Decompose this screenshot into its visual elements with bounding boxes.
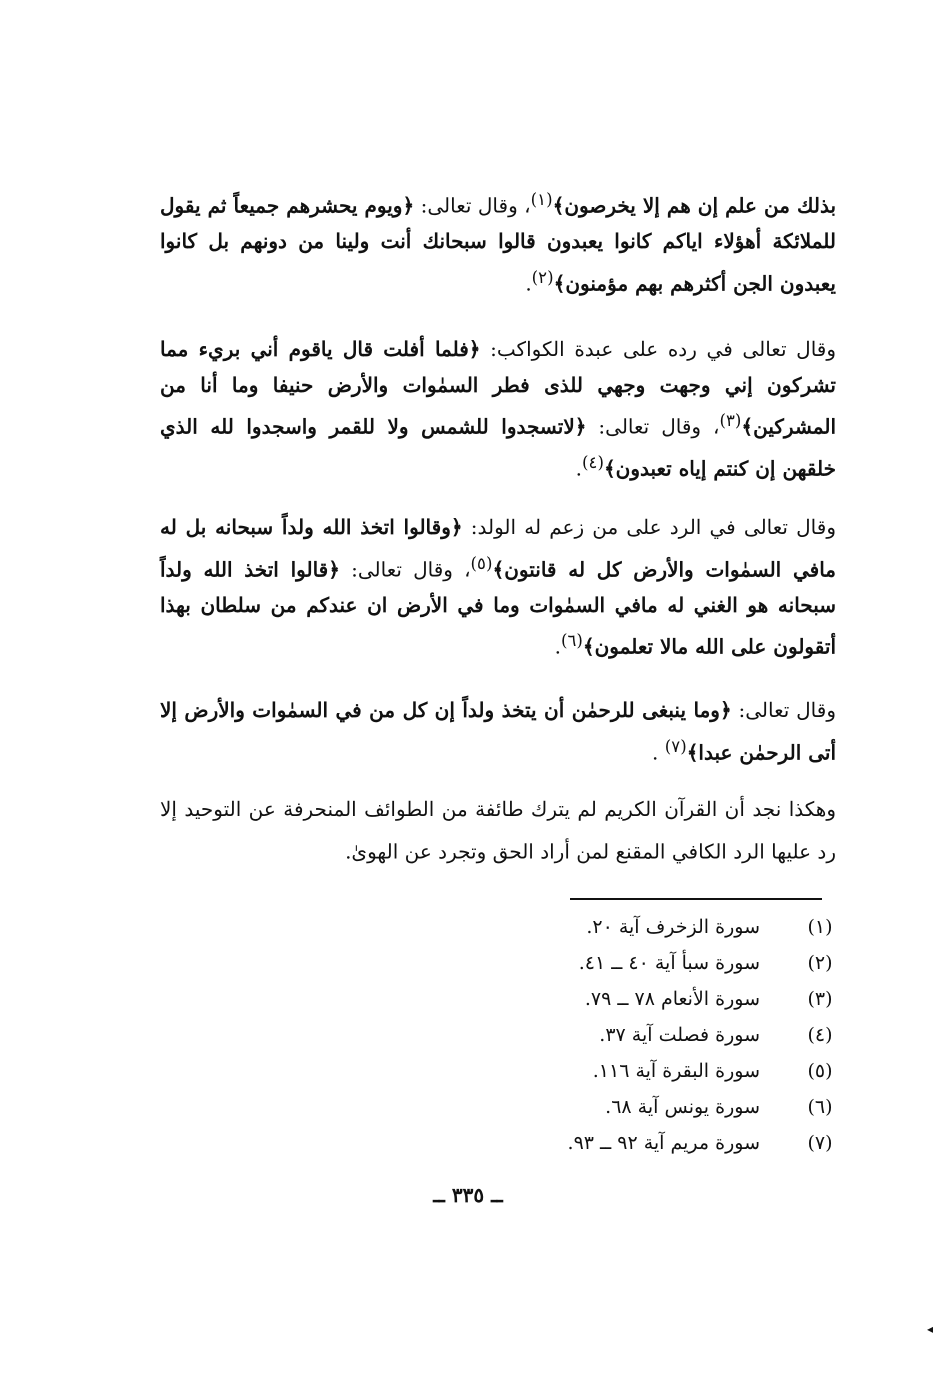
footnote-number: (٦) xyxy=(807,1096,833,1118)
quran-quote: بذلك من علم إن هم إلا يخرصون﴾ xyxy=(552,193,837,218)
footnote-4 xyxy=(520,1020,840,1050)
paragraph-text: ، وقال تعالى: xyxy=(414,193,531,218)
paragraph-end: . xyxy=(575,456,582,481)
paragraph-1 xyxy=(160,182,836,302)
footnote-ref: (١) xyxy=(530,190,553,209)
quran-quote: ﴿لاتسجدوا للشمس ولا للقمر واسجدوا لله الذي خلقهن إن كنتم إياه تعبدون﴾ xyxy=(160,414,836,481)
footnote-5 xyxy=(520,1056,840,1086)
paragraph-intro: وقال تعالى في الرد على من زعم له الولد: xyxy=(462,515,836,539)
footnote-ref: (٣) xyxy=(719,411,742,430)
footnote-text: سورة الزخرف آية ٢٠. xyxy=(586,916,760,938)
page-number: ــ ٣٣٥ ــ xyxy=(433,1183,503,1207)
footnote-number: (١) xyxy=(807,916,833,938)
footnote-7 xyxy=(520,1128,840,1158)
paragraph-2 xyxy=(160,332,836,487)
quran-quote: ﴿وقالوا اتخذ الله ولداً سبحانه بل له مافي السمٰوات والأرض كل له قانتون﴾ xyxy=(160,515,837,582)
footnote-3 xyxy=(520,984,840,1014)
edge-mark-icon: ◂ xyxy=(927,1322,934,1336)
footnote-text: سورة مريم آية ٩٢ ــ ٩٣. xyxy=(567,1132,760,1154)
footnote-number: (٤) xyxy=(807,1024,833,1046)
quran-quote: ﴿وما ينبغى للرحمٰن أن يتخذ ولداً إن كل من في السمٰوات والأرض إلا أتى الرحمٰن عبدا﴾ xyxy=(160,698,836,765)
footnote-2 xyxy=(520,948,840,978)
footnote-ref: (٥) xyxy=(470,553,493,573)
footnote-number: (٣) xyxy=(807,988,833,1010)
footnote-1 xyxy=(520,912,840,942)
paragraph-intro: وقال تعالى: xyxy=(731,698,836,722)
paragraph-text: ، وقال تعالى: xyxy=(339,557,471,582)
footnote-number: (٥) xyxy=(807,1060,833,1082)
footnote-text: سورة يونس آية ٦٨. xyxy=(605,1096,760,1118)
quran-quote: ﴿ويوم يحشرهم جميعاً ثم يقول للملائكة أهؤلاء اياكم كانوا يعبدون قالوا سبحانك أنت ولينا من دونهم بل كانوا يعبدون الجن أكثرهم بهم مؤمنون﴾ xyxy=(160,193,836,296)
footnote-text: سورة فصلت آية ٣٧. xyxy=(599,1024,760,1046)
footnote-ref: (٢) xyxy=(531,267,554,287)
footnote-number: (٢) xyxy=(807,952,833,974)
quran-quote: ﴿فلما أفلت قال ياقوم أني بريء مما تشركون إني وجهت وجهي للذى فطر السمٰوات والأرض حنيفا وما أنا من المشركين﴾ xyxy=(160,337,836,439)
footnote-text: سورة البقرة آية ١١٦. xyxy=(592,1060,760,1082)
quran-quote: ﴿قالوا اتخذ الله ولداً سبحانه هو الغني له مافي السمٰوات وما في الأرض ان عندكم من سلطان بهذا أتقولون على الله مالا تعلمون﴾ xyxy=(160,557,836,659)
footnote-text: سورة الأنعام ٧٨ ــ ٧٩. xyxy=(584,988,760,1010)
footnote-number: (٧) xyxy=(807,1132,833,1154)
paragraph-end: . xyxy=(525,271,532,296)
paragraph-end: . xyxy=(554,634,561,659)
paragraph-3 xyxy=(160,510,836,665)
paragraph-5 xyxy=(160,792,836,870)
paragraph-intro: وهكذا نجد أن القرآن الكريم لم يترك طائفة من الطوائف المنحرفة عن التوحيد إلا رد عليها الرد الكافي المقنع لمن أراد الحق وتجرد عن الهوىٰ. xyxy=(160,797,836,864)
footnote-ref: (٧) xyxy=(664,736,687,756)
paragraph-end: . xyxy=(652,740,659,765)
paragraph-text: ، وقال تعالى: xyxy=(586,414,720,439)
paragraph-4 xyxy=(160,693,836,771)
footnote-text: سورة سبأ آية ٤٠ ــ ٤١. xyxy=(578,952,760,974)
paragraph-intro: وقال تعالى في رده على عبدة الكواكب: xyxy=(480,337,837,361)
footnote-separator xyxy=(570,898,822,900)
footnote-6 xyxy=(520,1092,840,1122)
footnote-ref: (٦) xyxy=(560,631,583,651)
footnote-ref: (٤) xyxy=(581,453,604,473)
